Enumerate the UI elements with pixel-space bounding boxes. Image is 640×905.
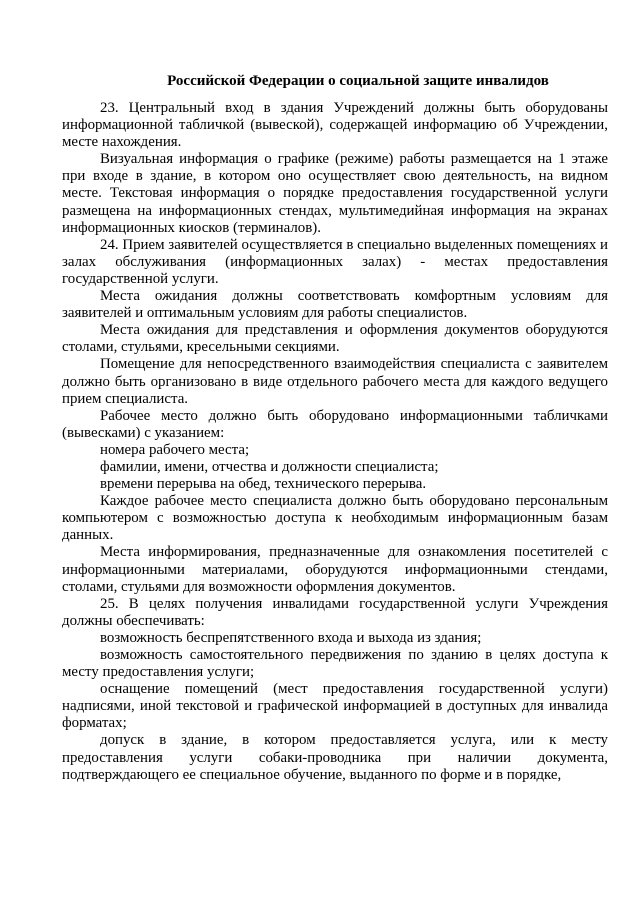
paragraph-visual-information: Визуальная информация о графике (режиме) работы размещается на 1 этаже при входе в здание, в котором оно осуществляет свою деятельность, на видном месте. Текстовая информация о порядке предоставления государственной услуги размещена на информационных стендах, мультимедийная информация на экранах информационных киосков (терминалов).: [62, 151, 608, 236]
paragraph-25-disabled-access: 25. В целях получения инвалидами государственной услуги Учреждения должны обеспечивать:: [62, 595, 608, 629]
paragraph-information-places: Места информирования, предназначенные для ознакомления посетителей с информационными материалами, оборудуются информационными стендами, столами, стульями для возможности оформления документов.: [62, 544, 608, 595]
section-heading-text: Российской Федерации о социальной защите инвалидов: [167, 73, 549, 89]
paragraph-23-entrance-sign: 23. Центральный вход в здания Учреждений должны быть оборудованы информационной табличкой (вывеской), содержащей информацию об Учреждении, месте нахождения.: [62, 100, 608, 151]
list-item-guide-dog-access: допуск в здание, в котором предоставляется услуга, или к месту предоставления услуги собаки-проводника при наличии документа, подтверждающего ее специальное обучение, выданного по форме и в порядке,: [62, 732, 608, 783]
list-item-independent-movement: возможность самостоятельного передвижения по зданию в целях доступа к месту предоставления услуги;: [62, 647, 608, 681]
paragraph-waiting-places: Места ожидания должны соответствовать комфортным условиям для заявителей и оптимальным условиям для работы специалистов.: [62, 288, 608, 322]
paragraph-workplace-computer: Каждое рабочее место специалиста должно быть оборудовано персональным компьютером с возможностью доступа к необходимым информационным базам данных.: [62, 493, 608, 544]
list-item-free-entry: возможность беспрепятственного входа и выхода из здания;: [100, 629, 482, 646]
document-body: [62, 100, 608, 784]
list-item-break-time: времени перерыва на обед, технического перерыва.: [100, 476, 427, 493]
list-item-workplace-number: номера рабочего места;: [100, 441, 250, 458]
paragraph-workplace-room: Помещение для непосредственного взаимодействия специалиста с заявителем должно быть организовано в виде отдельного рабочего места для каждого ведущего прием специалиста.: [62, 356, 608, 407]
paragraph-24-reception: 24. Прием заявителей осуществляется в специально выделенных помещениях и залах обслуживания (информационных залах) - местах предоставления государственной услуги.: [62, 236, 608, 287]
paragraph-waiting-furniture: Места ожидания для представления и оформления документов оборудуются столами, стульями, кресельными секциями.: [62, 322, 608, 356]
list-item-accessible-signage: оснащение помещений (мест предоставления государственной услуги) надписями, иной текстовой и графической информацией в доступных для инвалида форматах;: [62, 681, 608, 732]
list-item-specialist-name: фамилии, имени, отчества и должности специалиста;: [100, 458, 439, 475]
paragraph-workplace-signs: Рабочее место должно быть оборудовано информационными табличками (вывесками) с указанием:: [62, 407, 608, 441]
section-heading: [0, 72, 640, 90]
